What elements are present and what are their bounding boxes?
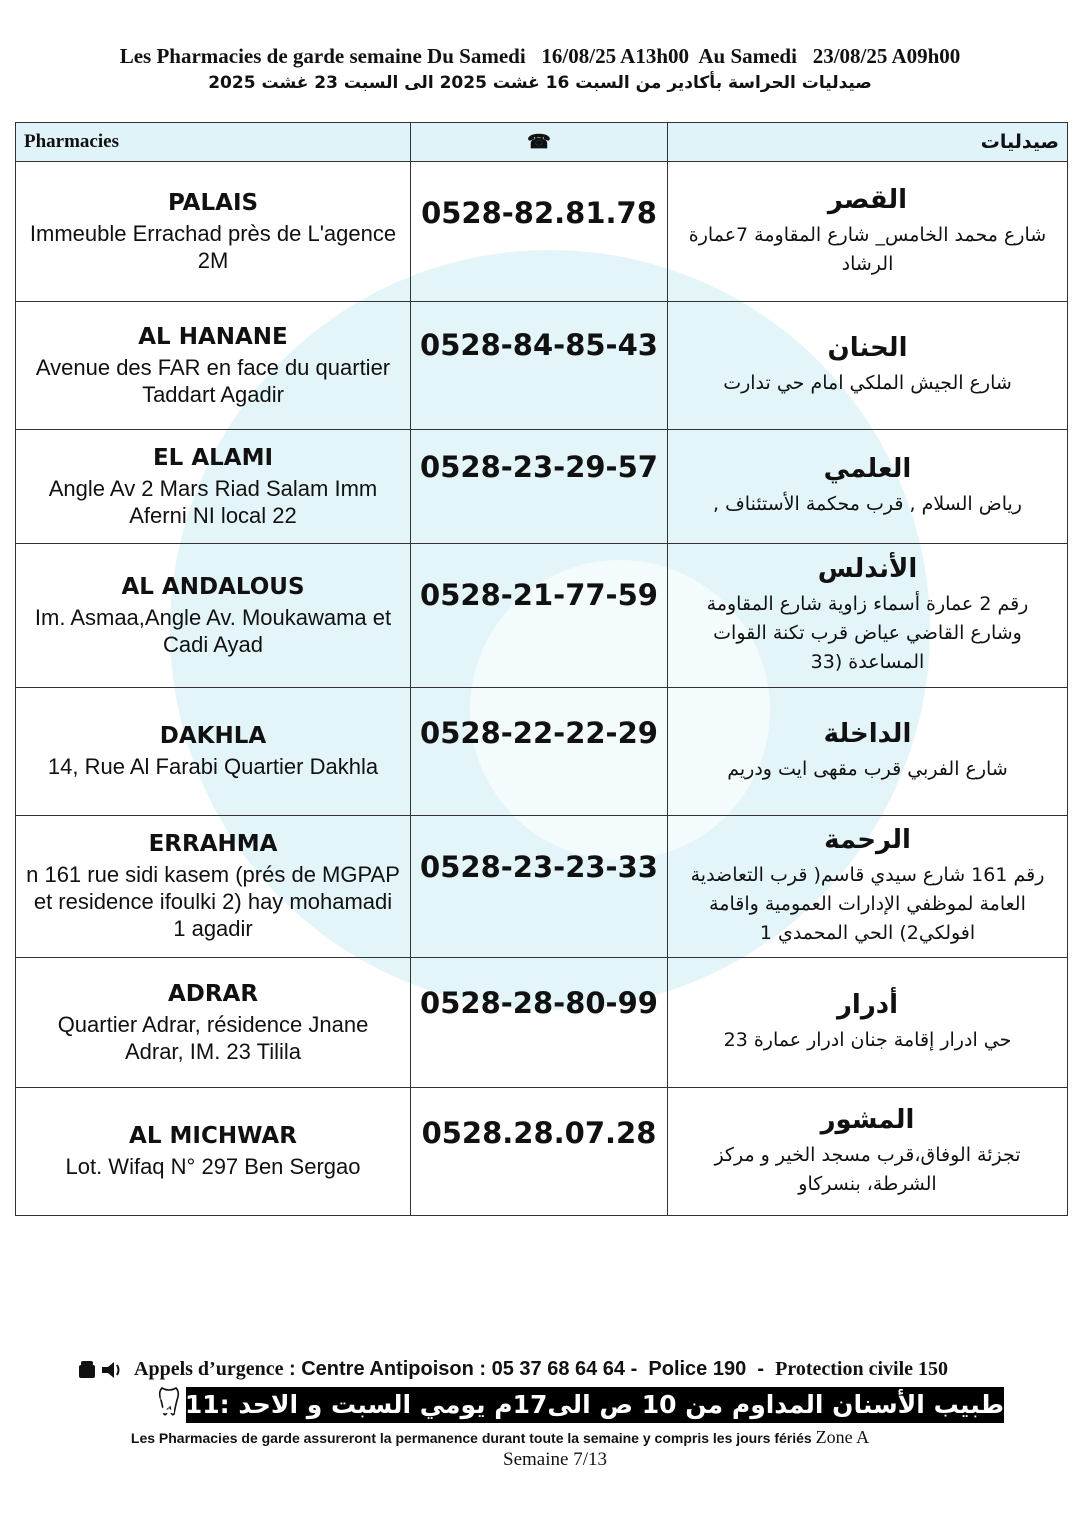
pharmacy-name-fr: AL MICHWAR [129,1123,297,1149]
pharmacy-address-ar: شارع الجيش الملكي امام حي تدارت [723,372,1012,394]
pharmacy-phone[interactable]: 0528-23-23-33 [411,816,668,958]
pharmacy-fr-cell [16,544,411,688]
pharmacy-name-fr: PALAIS [167,189,259,216]
zone-label: Zone A [815,1427,870,1447]
pharmacy-fr-cell [16,162,411,302]
pharmacy-address-fr: 14, Rue Al Farabi Quartier Dakhla [47,754,379,779]
pharmacy-address-ar: شارع الفربي قرب مقهى ايت ودريم [727,758,1008,780]
column-header-pharmacies: Pharmacies [16,123,411,162]
page-header [0,44,1080,93]
pharmacy-ar-cell [668,816,1068,958]
pharmacy-name-fr: AL ANDALOUS [121,573,305,600]
pharmacy-address-ar: رقم 2 عمارة أسماء زاوية شارع المقاومة وشارع القاضي عياض قرب تكنة القوات المساعدة (33 [706,593,1029,673]
pharmacy-name-fr: DAKHLA [159,723,267,749]
column-header-arabic: صيدليات [668,123,1068,162]
pharmacy-name-fr: ERRAHMA [148,831,278,857]
permanence-note [0,1427,1000,1448]
table-row [16,430,1068,544]
pharmacy-name-ar: الرحمة [824,825,911,855]
table-row [16,958,1068,1088]
pharmacy-address-fr: n 161 rue sidi kasem (prés de MGPAP et residence ifoulki 2) hay mohamadi 1 agadir [26,862,400,941]
pharmacy-address-fr: Lot. Wifaq N° 297 Ben Sergao [65,1154,361,1179]
pharmacy-phone[interactable]: 0528-21-77-59 [411,544,668,688]
telephone-icon: ☎ [411,123,668,162]
table-row [16,544,1068,688]
protection-civile: Protection civile 150 [775,1358,949,1380]
table-row [16,1088,1068,1216]
pharmacy-fr-cell [16,1088,411,1216]
pharmacy-ar-cell [668,302,1068,430]
pharmacy-fr-cell [16,302,411,430]
pharmacy-name-ar: الداخلة [823,719,912,749]
pharmacy-name-ar: أدرار [836,990,899,1020]
pharmacy-phone[interactable]: 0528-22-22-29 [411,688,668,816]
emergency-line [78,1358,1038,1381]
page-title-fr: Les Pharmacies de garde semaine Du Samedi 16/08/25 A13h00 Au Samedi 23/08/25 A09h00 [119,44,961,68]
pharmacies-table [15,122,1068,1216]
pharmacy-phone[interactable]: 0528-28-80-99 [411,958,668,1088]
pharmacy-fr-cell [16,430,411,544]
pharmacy-name-ar: العلمي [823,454,912,484]
table-row [16,688,1068,816]
pharmacy-address-fr: Avenue des FAR en face du quartier Taddart Agadir [35,354,391,407]
pharmacy-address-fr: Immeuble Errachad près de L'agence 2M [29,220,397,273]
pharmacy-ar-cell [668,688,1068,816]
dentist-banner: طبيب الأسنان المداوم من 10 ص الى17م يومي السبت و الاحد :11 12 11 08 06 [186,1387,1004,1423]
pharmacy-fr-cell [16,816,411,958]
pharmacy-phone[interactable]: 0528-82.81.78 [411,162,668,302]
appels-separator: : [283,1358,302,1380]
pharmacy-address-ar: حي ادرار إقامة جنان ادرار عمارة 23 [723,1029,1012,1051]
pharmacy-name-fr: AL HANANE [138,323,288,350]
pharmacy-address-fr: Quartier Adrar, résidence Jnane Adrar, IM. 23 Tilila [57,1011,369,1064]
pharmacy-ar-cell [668,430,1068,544]
pharmacy-address-ar: تجزئة الوفاق،قرب مسجد الخير و مركز الشرطة، بنسركاو [714,1143,1021,1195]
pharmacy-phone[interactable]: 0528.28.07.28 [411,1088,668,1216]
permanence-text: Les Pharmacies de garde assureront la permanence durant toute la semaine y compris les jours fériés [130,1430,816,1446]
antipoison-numbers: Centre Antipoison : 05 37 68 64 64 - Police 190 - [301,1358,776,1380]
pharmacy-ar-cell [668,958,1068,1088]
pharmacy-fr-cell [16,688,411,816]
pharmacy-name-fr: EL ALAMI [152,444,274,471]
pharmacy-address-ar: رياض السلام , قرب محكمة الأستئناف , [713,493,1022,515]
page-title-ar: صيدليات الحراسة بأكادير من السبت 16 غشت 2025 الى السبت 23 غشت 2025 [208,73,872,93]
pharmacy-ar-cell [668,1088,1068,1216]
pharmacy-phone[interactable]: 0528-23-29-57 [411,430,668,544]
pharmacy-ar-cell [668,544,1068,688]
table-row [16,162,1068,302]
week-number: Semaine 7/13 [503,1449,607,1470]
pharmacy-address-fr: Im. Asmaa,Angle Av. Moukawama et Cadi Ayad [34,604,392,657]
pharmacy-address-ar: رقم 161 شارع سيدي قاسم( قرب التعاضدية العامة لموظفي الإدارات العمومية واقامة افولكي2) الحي المحمدي 1 [690,864,1045,944]
table-header-row [16,123,1068,162]
pharmacy-name-ar: المشور [820,1104,915,1135]
appels-label: Appels d’urgence [134,1358,284,1380]
pharmacy-name-ar: الحنان [827,333,908,363]
pharmacy-name-ar: الأندلس [817,554,918,584]
pharmacy-address-fr: Angle Av 2 Mars Riad Salam Imm Aferni NI local 22 [48,475,378,528]
pharmacy-ar-cell [668,162,1068,302]
table-row [16,302,1068,430]
pharmacy-phone[interactable]: 0528-84-85-43 [411,302,668,430]
pharmacy-address-ar: شارع محمد الخامس_ شارع المقاومة 7عمارة الرشاد [688,223,1047,275]
pharmacy-name-fr: ADRAR [167,980,259,1007]
table-row [16,816,1068,958]
pharmacy-fr-cell [16,958,411,1088]
pharmacy-name-ar: القصر [827,184,908,215]
